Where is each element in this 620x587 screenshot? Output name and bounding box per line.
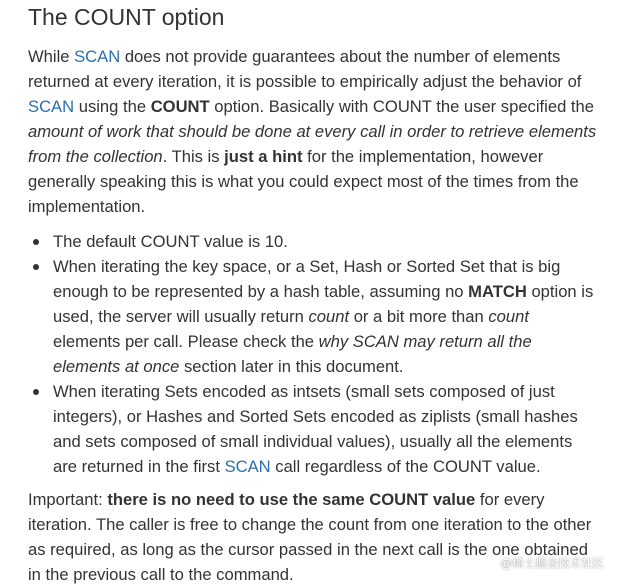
watermark: @稀土掘金技术社区: [500, 556, 604, 570]
section-title: The COUNT option: [28, 4, 225, 30]
bold-text: COUNT: [150, 97, 210, 116]
text: using the: [74, 97, 151, 116]
text: or a bit more than: [349, 307, 489, 326]
document: [28, 0, 600, 587]
text: option. Basically with COUNT the user specified the: [209, 97, 594, 116]
bold-text: MATCH: [468, 282, 527, 301]
text: for the implementation, however generally speaking this is what you could expect most of the times from the implementation.: [28, 147, 579, 216]
bold-text: there is no need to use the same COUNT value: [107, 490, 476, 509]
text: Important:: [28, 490, 108, 509]
bullet-icon: [33, 239, 39, 245]
text: While: [28, 47, 75, 66]
list-item: [53, 229, 600, 254]
text: does not provide guarantees about the number of elements returned at every iteration, it is possible to empirically adjust the behavior of: [28, 47, 582, 91]
text: When iterating Sets encoded as intsets (small sets composed of just integers), or Hashes and Sorted Sets encoded as ziplists (small hashes and sets composed of small individual values), usually all the elements are returned in the first: [53, 382, 578, 476]
bullet-icon: [33, 389, 39, 395]
intro-paragraph: [28, 44, 600, 219]
bullet-icon: [33, 264, 39, 270]
scan-link[interactable]: SCAN: [74, 47, 121, 66]
important-paragraph: [28, 487, 600, 587]
italic-text: why SCAN may return all the elements at once: [53, 332, 532, 376]
text: The default COUNT value is 10.: [53, 232, 288, 251]
italic-text: amount of work that should be done at every call in order to retrieve elements from the collection: [28, 122, 597, 166]
text: option is used, the server will usually return: [53, 282, 594, 326]
list-item: [53, 379, 600, 479]
text: . This is: [162, 147, 225, 166]
bold-text: just a hint: [224, 147, 303, 166]
text: call regardless of the COUNT value.: [270, 457, 541, 476]
scan-link[interactable]: SCAN: [28, 97, 75, 116]
bullet-list: [28, 229, 600, 479]
italic-text: count: [488, 307, 529, 326]
text: elements per call. Please check the: [53, 332, 319, 351]
text: When iterating the key space, or a Set, Hash or Sorted Set that is big enough to be represented by a hash table, assuming no: [53, 257, 561, 301]
italic-text: count: [308, 307, 350, 326]
text: section later in this document.: [179, 357, 404, 376]
scan-link[interactable]: SCAN: [224, 457, 271, 476]
text: for every iteration. The caller is free to change the count from one iteration to the other as required, as long as the cursor passed in the next call is the one obtained in the previous call to the command.: [28, 490, 592, 584]
list-item: [53, 254, 600, 379]
